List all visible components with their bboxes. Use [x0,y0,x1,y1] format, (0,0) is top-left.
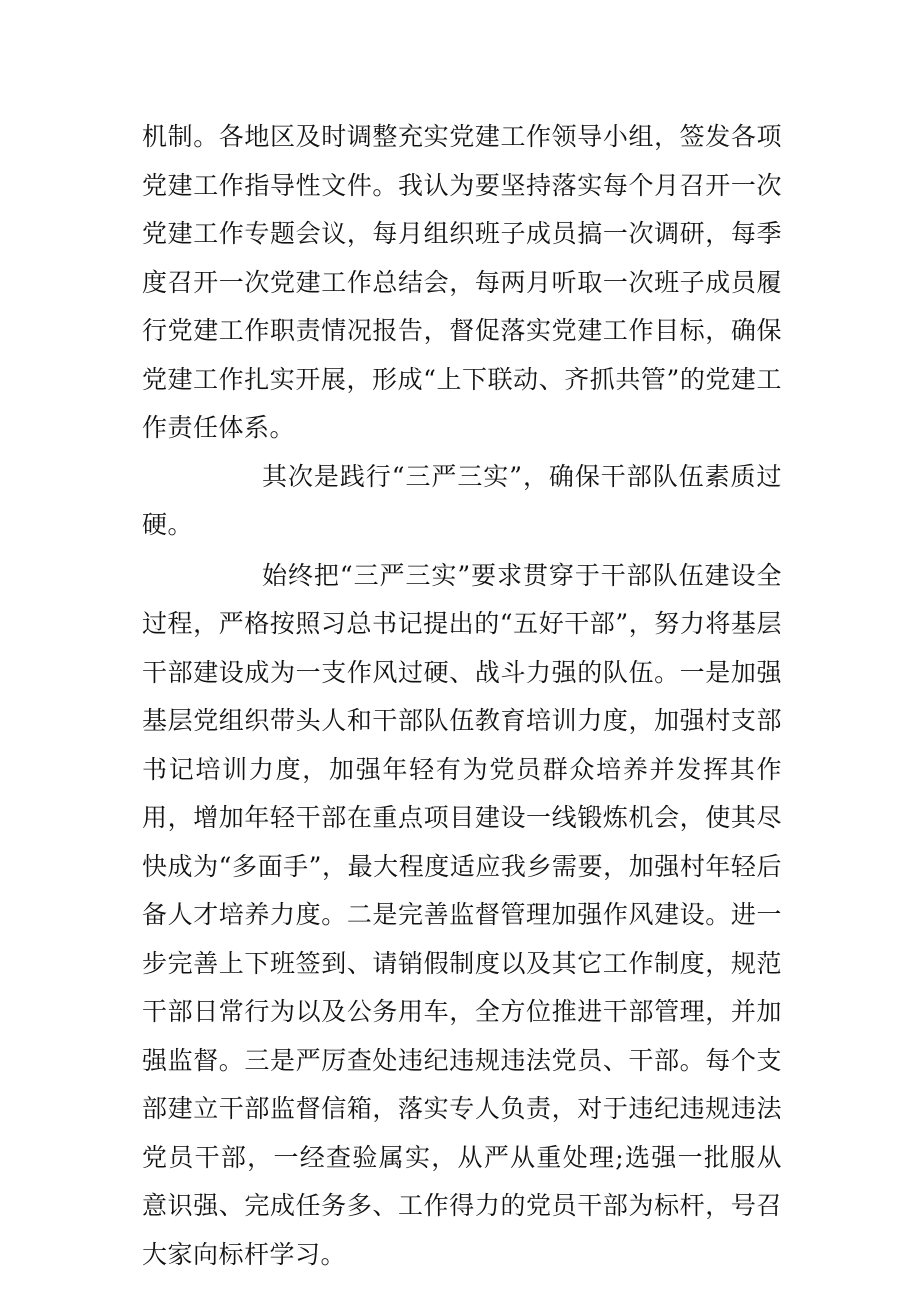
paragraph-heading-three-strict: 其次是践行“三严三实”，确保干部队伍素质过硬。 [142,461,782,539]
paragraph-cadre-building: 始终把“三严三实”要求贯穿于干部队伍建设全过程，严格按照习总书记提出的“五好干部”，努力将基层干部建设成为一支作风过硬、战斗力强的队伍。一是加强基层党组织带头人和干部队伍教育培训力度，加强村支部书记培训力度，加强年轻有为党员群众培养并发挥其作用，增加年轻干部在重点项目建设一线锻炼机会，使其尽快成为“多面手”，最大程度适应我乡需要，加强村年轻后备人才培养力度。二是完善监督管理加强作风建设。进一步完善上下班签到、请销假制度以及其它工作制度，规范干部日常行为以及公务用车，全方位推进干部管理，并加强监督。三是严厉查处违纪违规违法党员、干部。每个支部建立干部监督信箱，落实专人负责，对于违纪违规违法党员干部，一经查验属实，从严从重处理;选强一批服从意识强、完成任务多、工作得力的党员干部为标杆，号召大家向标杆学习。 [142,560,782,1269]
document-body [142,113,782,1279]
paragraph-mechanism: 机制。各地区及时调整充实党建工作领导小组，签发各项党建工作指导性文件。我认为要坚持落实每个月召开一次党建工作专题会议，每月组织班子成员搞一次调研，每季度召开一次党建工作总结会，每两月听取一次班子成员履行党建工作职责情况报告，督促落实党建工作目标，确保党建工作扎实开展，形成“上下联动、齐抓共管”的党建工作责任体系。 [142,122,782,442]
